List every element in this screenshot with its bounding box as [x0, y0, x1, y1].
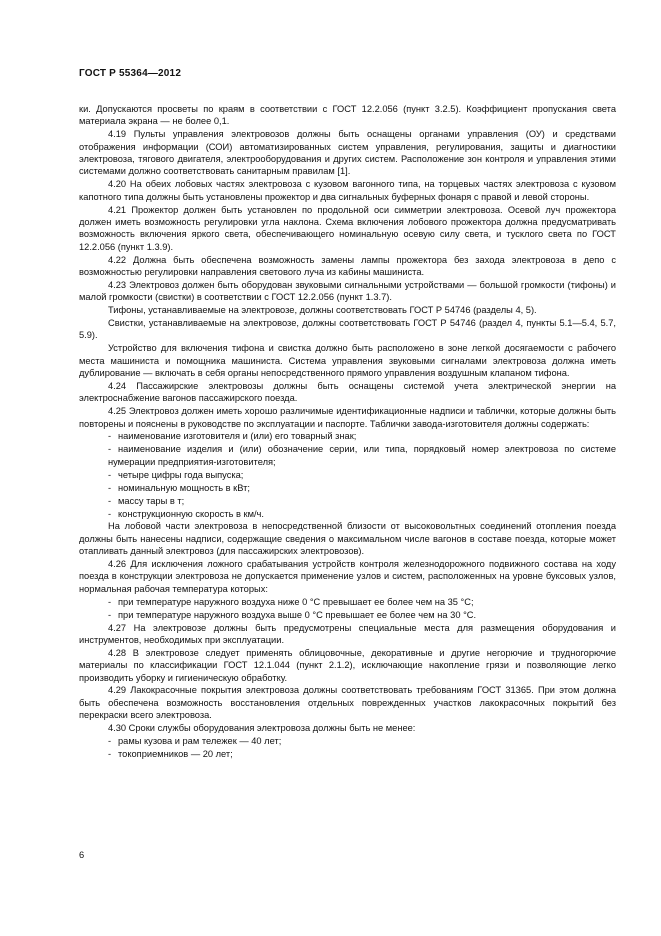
list-item [79, 443, 616, 468]
dash-bullet: - [108, 431, 112, 442]
paragraph: Тифоны, устанавливаемые на электровозе, должны соответствовать ГОСТ Р 54746 (разделы 4, 5). [108, 305, 537, 316]
clause-4-28: 4.28 В электровозе следует применять облицовочные, декоративные и другие негорючие и трудногорючие материалы по классификации ГОСТ 12.1.044 (пункт 2.1.2), исключающие накопление грязи и позволяющие легко производить уборку и гигиеническую обработку. [79, 647, 616, 683]
paragraph: Устройство для включения тифона и свистка должно быть расположено в зоне легкой досягаемости с рабочего места машиниста и помощника машиниста. Система управления звуковыми сигналами электровоза должна иметь дублирование — включать в себя органы непосредственного прямого управления воздушным клапаном тифона. [79, 343, 616, 378]
list-item-text: наименование изделия и (или) обозначение серии, или типа, порядковый номер электровоза по системе нумерации предприятия-изготовителя; [108, 444, 616, 467]
document-header: ГОСТ Р 55364—2012 [79, 68, 182, 79]
dash-bullet: - [108, 469, 112, 480]
list-item [79, 508, 616, 520]
list-item-text: конструкционную скорость в км/ч. [118, 508, 264, 519]
clause-4-22: 4.22 Должна быть обеспечена возможность замены лампы прожектора без захода электровоза в депо с возможностью регулировки направления светового луча из кабины машиниста. [79, 254, 616, 277]
list-item-text: рамы кузова и рам тележек — 40 лет; [118, 736, 282, 747]
clause-4-21: 4.21 Прожектор должен быть установлен по продольной оси симметрии электровоза. Осевой луч прожектора должен иметь возможность регулировки угла наклона. Схема включения лобового прожектора должна предусматривать возможность включения яркого света, обеспечивающего номинальную осевую силу света, и тусклого света по ГОСТ 12.2.056 (пункт 1.3.9). [79, 204, 616, 252]
dash-bullet: - [108, 508, 112, 519]
dash-bullet: - [108, 596, 112, 607]
clause-4-29: 4.29 Лакокрасочные покрытия электровоза должны соответствовать требованиям ГОСТ 31365. При этом должна быть обеспечена возможность восстановления отдельных поврежденных участков лакокрасочных покрытий без перекраски всего электровоза. [79, 685, 616, 721]
clause-4-26: 4.26 Для исключения ложного срабатывания устройств контроля железнодорожного подвижного состава на ходу поезда в конструкции электровоза не допускается применение узлов и систем, расположенных на уровне буксовых узлов, нормальная рабочая температура которых: [79, 559, 616, 594]
dash-bullet: - [108, 609, 112, 620]
list-item [79, 482, 616, 494]
clause-4-30: 4.30 Сроки службы оборудования электровоза должны быть не менее: [108, 723, 416, 734]
list-item-text: токоприемников — 20 лет; [118, 748, 233, 759]
clause-4-23: 4.23 Электровоз должен быть оборудован звуковыми сигнальными устройствами — большой громкости (тифоны) и малой громкости (свистки) в соответствии с ГОСТ 12.2.056 (пункт 1.3.7). [79, 279, 616, 303]
list-item-text: четыре цифры года выпуска; [118, 469, 244, 480]
list-item-text: наименование изготовителя и (или) его товарный знак; [118, 431, 357, 442]
list-item [79, 596, 616, 608]
clause-4-19: 4.19 Пульты управления электровозов должны быть оснащены органами управления (ОУ) и средствами отображения информации (СОИ) автоматизированных систем управления, регулирования, защиты и диагностики электровоза, тягового двигателя, электрооборудования и других систем. Расположение зон контроля и управления этими системами должно соответствовать санитарным правилам [1]. [79, 129, 616, 177]
list-item [79, 495, 616, 507]
list-item-text: при температуре наружного воздуха ниже 0 °С превышает ее более чем на 35 °С; [118, 596, 474, 607]
list-item [79, 430, 616, 442]
dash-bullet: - [108, 748, 112, 759]
dash-bullet: - [108, 482, 112, 493]
clause-4-25: 4.25 Электровоз должен иметь хорошо различимые идентификационные надписи и таблички, которые должны быть повторены и пояснены в руководстве по эксплуатации и паспорте. Таблички завода-изготовителя должны содержать: [79, 406, 616, 429]
dash-bullet: - [108, 495, 112, 506]
document-body [79, 103, 616, 761]
list-item [79, 735, 616, 747]
paragraph: ки. Допускаются просветы по краям в соответствии с ГОСТ 12.2.056 (пункт 3.2.5). Коэффициент пропускания света материала экрана — не более 0,1. [79, 104, 616, 127]
dash-bullet: - [108, 444, 112, 455]
list-item-text: при температуре наружного воздуха выше 0 °С превышает ее более чем на 30 °С. [118, 609, 477, 620]
dash-bullet: - [108, 736, 112, 747]
paragraph: На лобовой части электровоза в непосредственной близости от высоковольтных соединений отопления поезда должны быть нанесены надписи, содержащие сведения о максимальном числе вагонов в составе поезда, которые может отапливать данный электровоз (для пассажирских электровозов). [79, 521, 616, 557]
list-item-text: номинальную мощность в кВт; [118, 482, 250, 493]
paragraph: Свистки, устанавливаемые на электровозе, должны соответствовать ГОСТ Р 54746 (раздел 4, пункты 5.1—5.4, 5.7, 5.9). [79, 318, 616, 341]
list-item [79, 469, 616, 481]
page-number: 6 [79, 850, 85, 860]
clause-4-24: 4.24 Пассажирские электровозы должны быть оснащены системой учета электрической энергии на электроснабжение вагонов пассажирского поезда. [79, 380, 616, 404]
list-item [79, 609, 616, 621]
clause-4-27: 4.27 На электровозе должны быть предусмотрены специальные места для размещения оборудования и инструментов, необходимых при эксплуатации. [79, 622, 616, 645]
clause-4-20: 4.20 На обеих лобовых частях электровоза с кузовом вагонного типа, на торцевых частях электровоза с кузовом капотного типа должны быть установлены прожектор и два сигнальных буферных фонаря с правой и левой стороны. [79, 179, 616, 202]
list-item [79, 748, 616, 760]
list-item-text: массу тары в т; [118, 495, 185, 506]
